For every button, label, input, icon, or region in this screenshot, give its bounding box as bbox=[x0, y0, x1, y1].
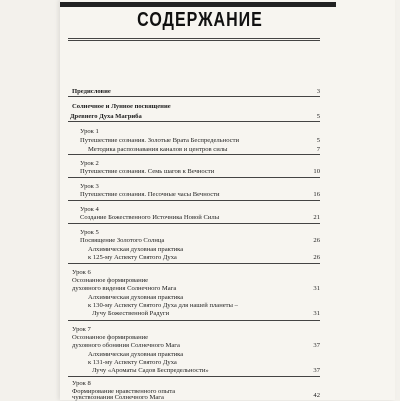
toc-entry-page: 31 bbox=[313, 285, 320, 292]
toc-entry-label: Солнечное и Лунное посвящение bbox=[72, 103, 171, 110]
toc-entry-page: 10 bbox=[313, 168, 320, 175]
toc-entry-label: Осознанное формирование bbox=[72, 277, 149, 284]
toc-entry-page: 26 bbox=[313, 237, 320, 244]
toc-entry-label: Урок 6 bbox=[72, 269, 91, 276]
toc-entry-label: Урок 1 bbox=[80, 128, 99, 135]
section-rule bbox=[68, 320, 320, 321]
toc-entry-label: Осознанное формирование bbox=[72, 334, 149, 341]
toc-entry-page: 16 bbox=[313, 191, 320, 198]
section-rule bbox=[68, 154, 320, 155]
section-rule bbox=[68, 177, 320, 178]
section-rule bbox=[68, 223, 320, 224]
toc-entry-label: Путешествие сознания. Золотые Врата Беспредельности bbox=[80, 137, 239, 144]
toc-entry-label: Алхимическая духовная практика bbox=[88, 294, 184, 301]
toc-entry-label: Предисловие bbox=[72, 88, 111, 95]
toc-entry-label: Посвящение Золотого Солнца bbox=[80, 237, 165, 244]
toc-entry-label: Урок 8 bbox=[72, 380, 91, 387]
toc-entry-label: духовного обоняния Солнечного Мага bbox=[72, 342, 180, 349]
toc-entry-label: чувствознания Солнечного Мага bbox=[72, 394, 164, 401]
toc-entry-label: Алхимическая духовная практика bbox=[88, 246, 184, 253]
toc-entry-page: 21 bbox=[313, 214, 320, 221]
toc-entry-label: Путешествие сознания. Песочные часы Вечности bbox=[80, 191, 220, 198]
section-rule bbox=[68, 200, 320, 201]
toc-entry-label: к 130-му Аспекту Святого Духа для нашей планеты – bbox=[88, 302, 238, 309]
toc-entry-page: 37 bbox=[313, 367, 320, 374]
toc-entry-label: Древнего Духа Магриба bbox=[70, 113, 142, 120]
toc-entry-label: Лучу «Ароматы Садов Беспредельности» bbox=[92, 367, 209, 374]
toc-entry-label: Создание Божественного Источника Новой Силы bbox=[80, 214, 220, 221]
toc-entry-label: Урок 3 bbox=[80, 183, 99, 190]
toc-entry-label: Методика распознавания каналов и центров силы bbox=[88, 146, 228, 153]
toc-entry-label: Формирование нравственного опыта bbox=[72, 388, 176, 395]
toc-entry-label: Алхимическая духовная практика bbox=[88, 351, 184, 358]
toc-entry-label: духовного видения Солнечного Мага bbox=[72, 285, 177, 292]
toc-entry-page: 37 bbox=[313, 342, 320, 349]
toc-entry-page: 42 bbox=[313, 392, 320, 399]
toc-entry-label: Лучу Божественной Радуги bbox=[92, 310, 170, 317]
toc-entry-label: к 125-му Аспекту Святого Духа bbox=[88, 254, 177, 261]
section-rule bbox=[68, 263, 320, 264]
toc-entry-label: Урок 5 bbox=[80, 229, 99, 236]
section-rule bbox=[68, 96, 320, 97]
toc-entry-label: Урок 7 bbox=[72, 326, 91, 333]
section-rule bbox=[68, 376, 320, 377]
page-title: СОДЕРЖАНИЕ bbox=[137, 9, 263, 31]
toc-entry-page: 5 bbox=[316, 113, 320, 120]
toc-entry-page: 5 bbox=[316, 137, 320, 144]
section-rule bbox=[68, 121, 320, 122]
toc-entry-page: 31 bbox=[313, 310, 320, 317]
toc-entry-label: к 131-му Аспекту Святого Духа bbox=[88, 359, 177, 366]
toc-entry-page: 3 bbox=[316, 88, 320, 95]
toc-entry-label: Урок 2 bbox=[80, 160, 99, 167]
toc-entry-label: Урок 4 bbox=[80, 206, 99, 213]
toc-entry-page: 7 bbox=[316, 146, 320, 153]
toc-entry-page: 26 bbox=[313, 254, 320, 261]
toc-entry-label: Путешествие сознания. Семь шагов к Вечности bbox=[80, 168, 215, 175]
